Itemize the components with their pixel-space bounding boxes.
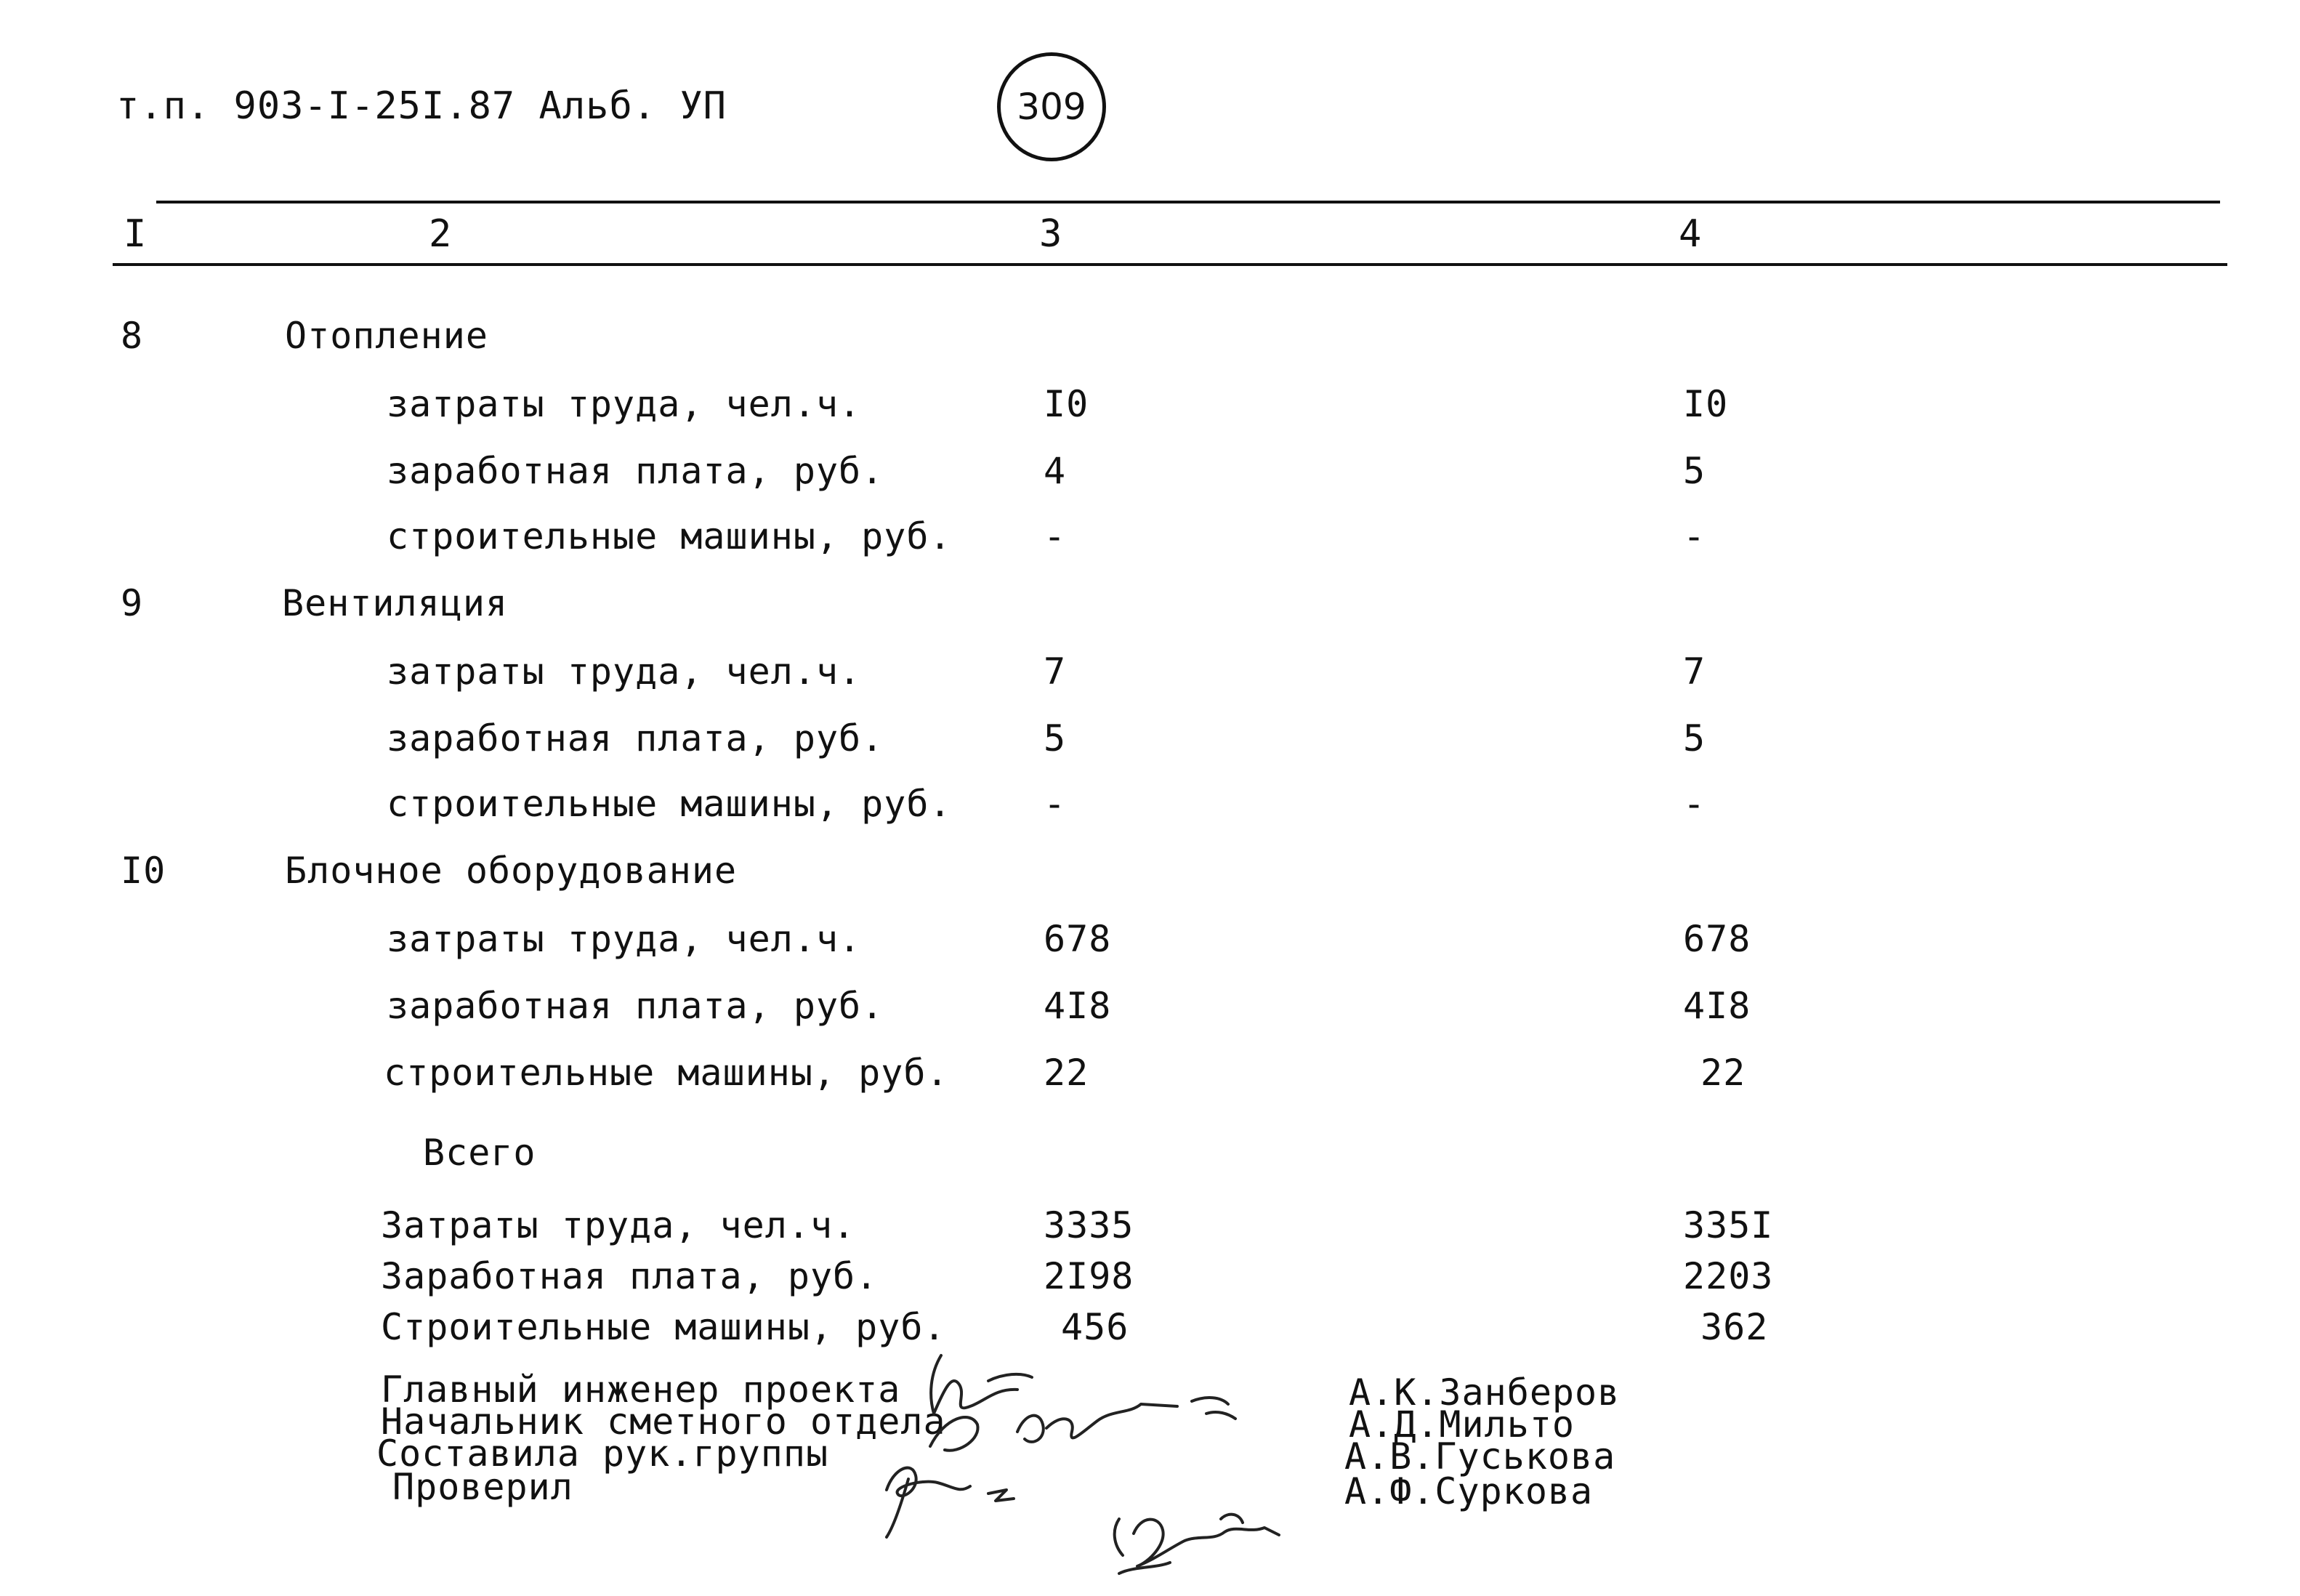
row-label: строительные машины, руб. [384, 1052, 949, 1094]
signature-scribbles [843, 1345, 1308, 1584]
row-value-col3: 4I8 [1044, 985, 1112, 1027]
table-header-rule [113, 263, 2227, 266]
row-value-col4: 22 [1700, 1052, 1746, 1094]
section-title: Вентиляция [282, 582, 509, 624]
signatory-name: А.Д.Мильто [1349, 1403, 1575, 1446]
section-number: 8 [121, 315, 144, 357]
row-label: строительные машины, руб. [387, 783, 952, 825]
handwritten-signatures [843, 1345, 1308, 1584]
row-value-col3: 678 [1044, 918, 1112, 960]
row-value-col3: - [1044, 783, 1067, 825]
totals-row-label: Заработная плата, руб. [381, 1255, 879, 1297]
totals-value-col3: 456 [1061, 1306, 1129, 1348]
totals-row-label: Строительные машины, руб. [381, 1306, 946, 1348]
signature-role: Составила рук.группы [376, 1432, 829, 1475]
section-number: 9 [121, 582, 144, 624]
row-label: заработная плата, руб. [387, 717, 884, 759]
signatory-name: А.В.Гуськова [1344, 1435, 1616, 1478]
row-value-col4: 5 [1683, 450, 1706, 492]
signature-role: Начальник сметного отдела [381, 1400, 946, 1443]
page-number: 309 [1017, 86, 1086, 128]
section-title: Отопление [285, 315, 488, 357]
document-reference: т.п. 903-I-25I.87 Альб. УП [116, 84, 727, 128]
totals-value-col3: 2I98 [1044, 1255, 1134, 1297]
signature-role: Главный инженер проекта [381, 1369, 901, 1411]
section-number: I0 [121, 850, 166, 892]
row-value-col3: 4 [1044, 450, 1067, 492]
row-value-col4: - [1683, 515, 1706, 557]
row-label: затраты труда, чел.ч. [387, 918, 862, 960]
signatory-name: А.Ф.Суркова [1344, 1470, 1594, 1512]
row-value-col3: 22 [1044, 1052, 1089, 1094]
row-label: заработная плата, руб. [387, 985, 884, 1027]
signatory-name: А.К.Занберов [1349, 1371, 1621, 1414]
totals-value-col4: 335I [1683, 1204, 1774, 1246]
totals-title: Всего [423, 1132, 536, 1174]
row-value-col4: 678 [1683, 918, 1751, 960]
table-top-rule [156, 201, 2220, 203]
row-value-col4: - [1683, 783, 1706, 825]
totals-value-col4: 2203 [1683, 1255, 1774, 1297]
section-title: Блочное оборудование [285, 850, 738, 892]
row-value-col3: - [1044, 515, 1067, 557]
column-header-2: 2 [429, 212, 453, 256]
row-value-col4: 5 [1683, 717, 1706, 759]
totals-row-label: Затраты труда, чел.ч. [381, 1204, 856, 1246]
column-header-4: 4 [1679, 212, 1703, 256]
totals-value-col3: 3335 [1044, 1204, 1134, 1246]
row-value-col4: 4I8 [1683, 985, 1751, 1027]
row-label: затраты труда, чел.ч. [387, 383, 862, 425]
row-label: строительные машины, руб. [387, 515, 952, 557]
page-number-badge [997, 52, 1106, 161]
row-label: затраты труда, чел.ч. [387, 650, 862, 693]
totals-value-col4: 362 [1700, 1306, 1769, 1348]
row-value-col3: I0 [1044, 383, 1089, 425]
row-value-col4: 7 [1683, 650, 1706, 693]
row-value-col3: 5 [1044, 717, 1067, 759]
row-value-col4: I0 [1683, 383, 1729, 425]
signature-role: Проверил [392, 1466, 573, 1508]
row-label: заработная плата, руб. [387, 450, 884, 492]
row-value-col3: 7 [1044, 650, 1067, 693]
column-header-1: I [124, 212, 148, 256]
column-header-3: 3 [1039, 212, 1063, 256]
